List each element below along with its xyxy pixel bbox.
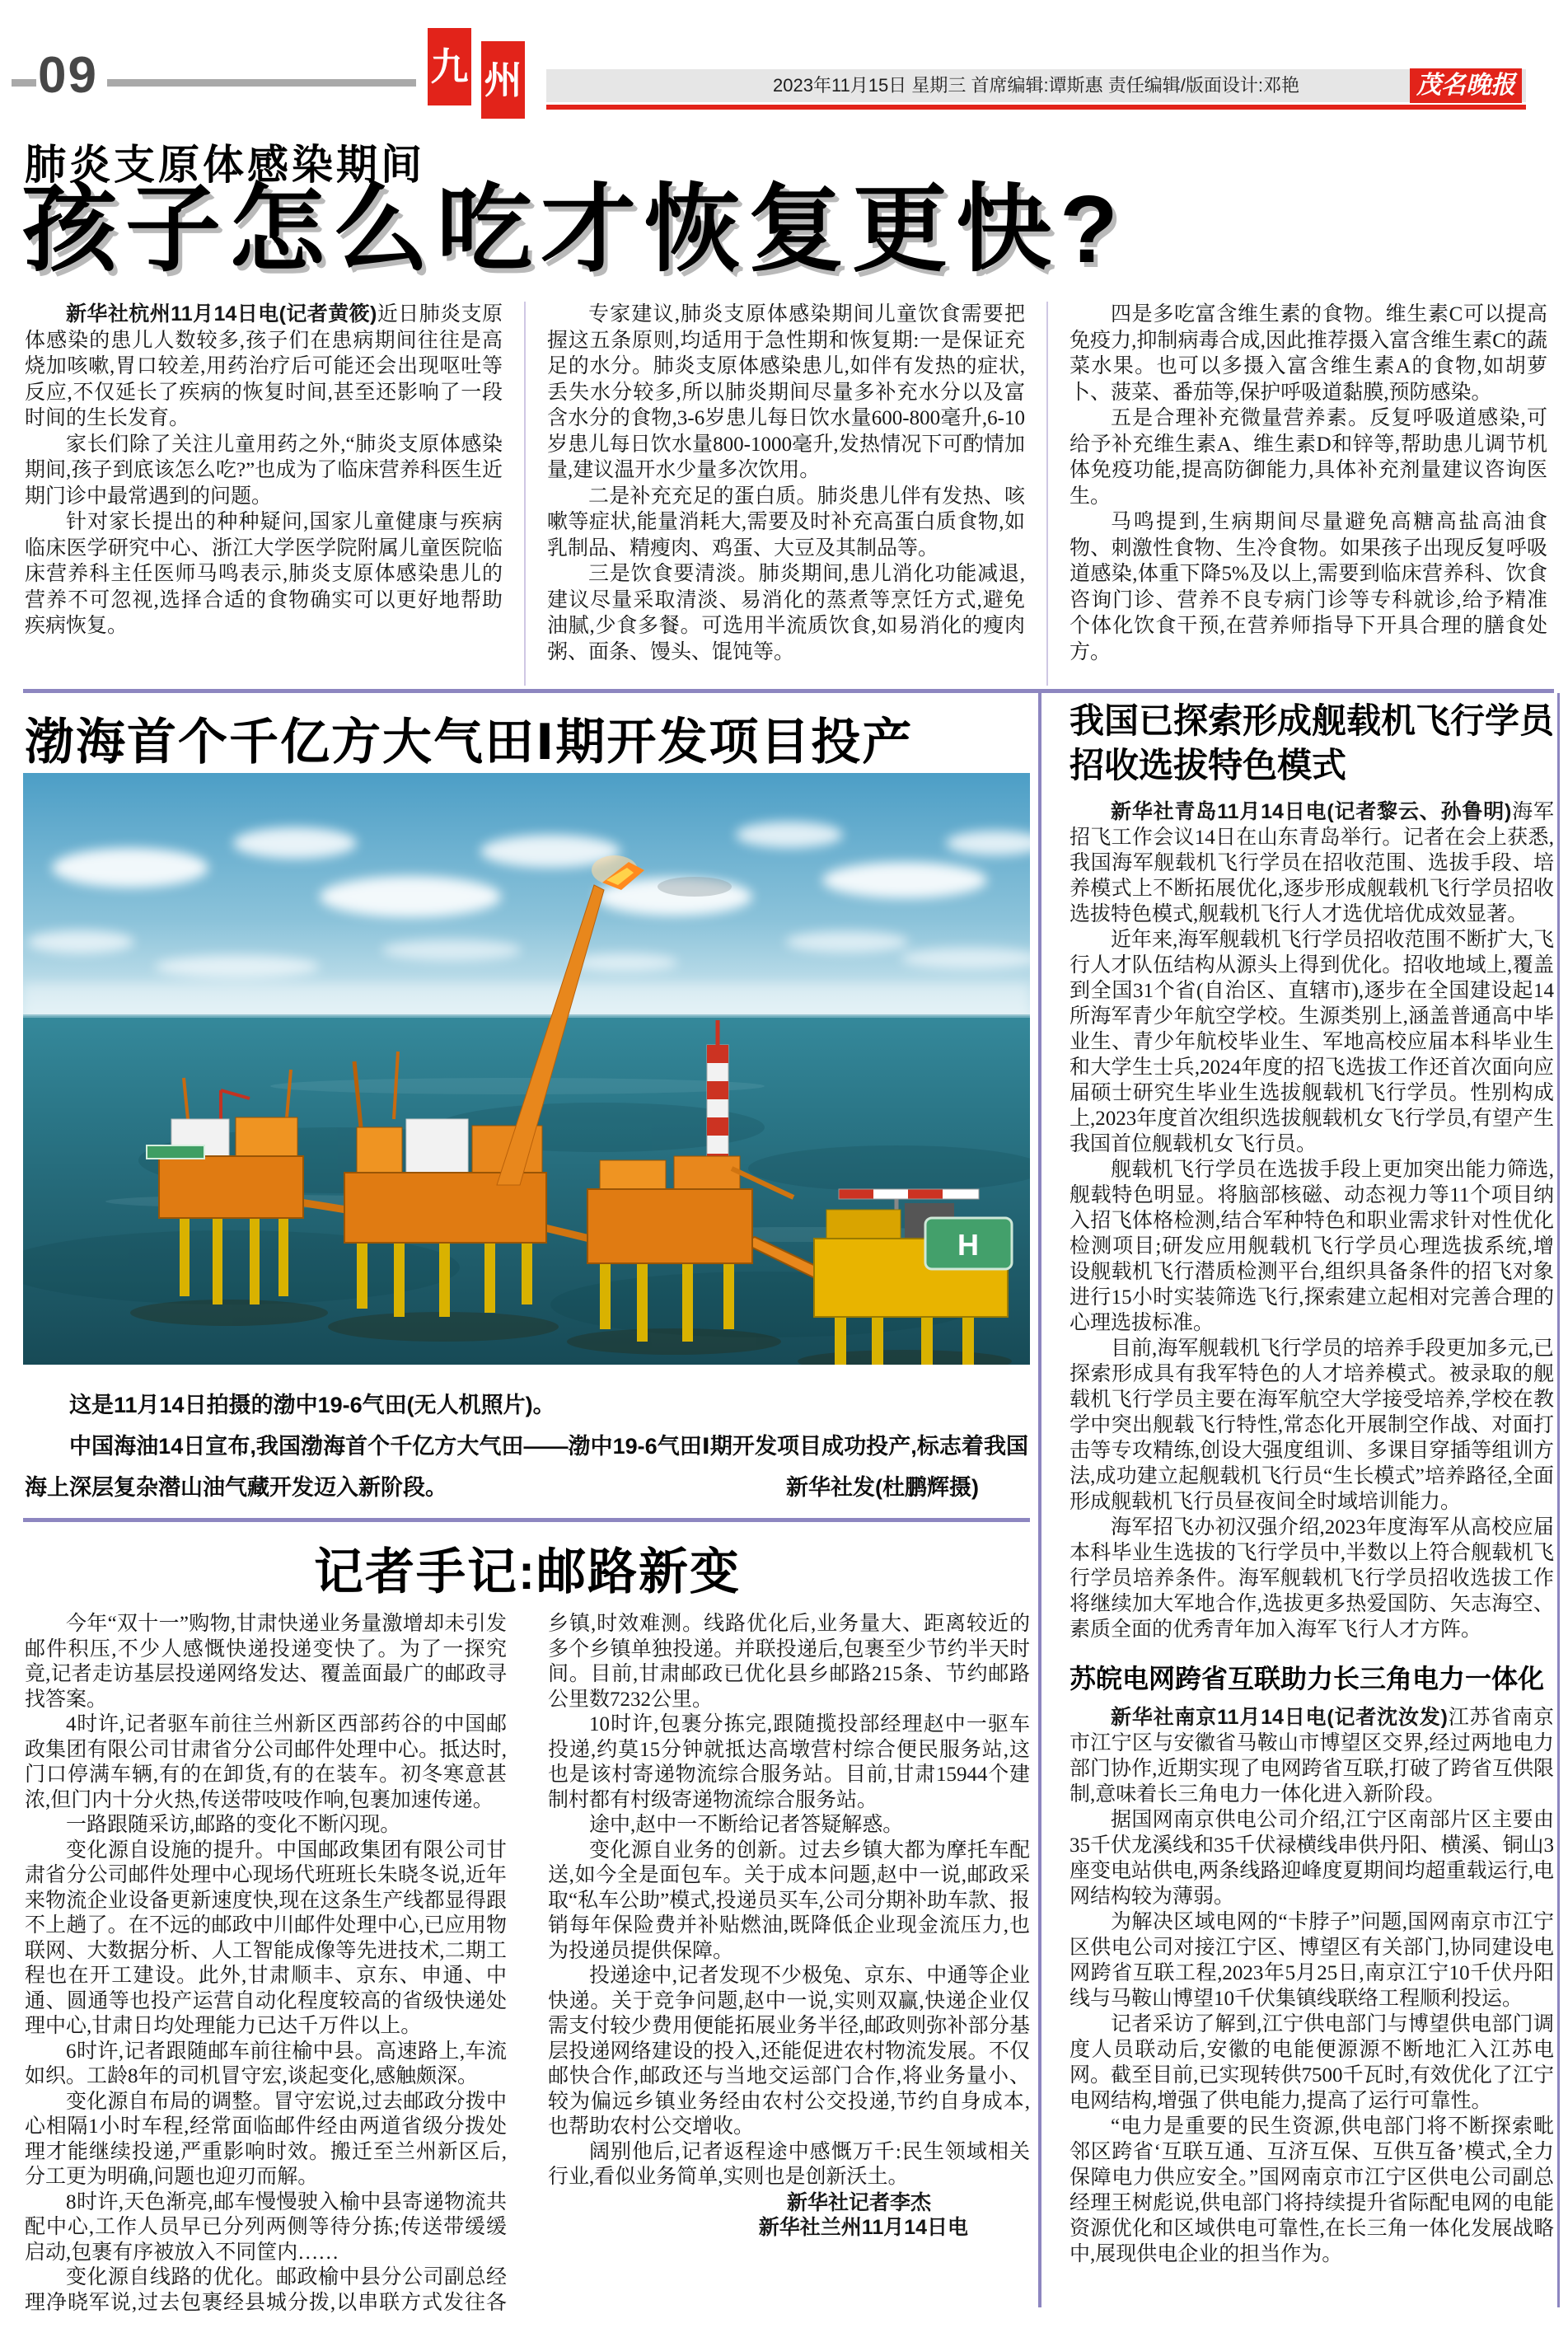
postal-article-body — [25, 1612, 1030, 2321]
postal-paragraph: 一路跟随采访,邮路的变化不断闪现。 — [66, 1814, 401, 1836]
navy-paragraph: 目前,海军舰载机飞行学员的培养手段更加多元,已探索形成具有我军特色的人才培养模式。被录取的舰载机飞行学员主要在海军航空大学接受培养,学校在教学中突出舰载飞行特性,常态化开展制空作战、对面打击等专攻精练,创设大强度组训、多课目穿插等组训方法,成功建立起舰载机飞行员“生长模式”培养路径,全面形成舰载机飞行员昼夜间全时域培训能力。 — [1070, 1337, 1554, 1513]
navy-paragraph: 舰载机飞行学员在选拔手段上更加突出能力筛选,舰载特色明显。将脑部核磁、动态视力等11个项目纳入招飞体格检测,结合军种特色和职业需求针对性优化检测项目;研发应用舰载机飞行学员心理选拔系统,增设舰载机飞行潜质检测平台,组织具备条件的招飞对象进行15小时实装筛选飞行,探索建立起相对完善合理的心理选拔标准。 — [1070, 1159, 1554, 1334]
postal-paragraph: 投递途中,记者发现不少极兔、京东、中通等企业快递。关于竞争问题,赵中一说,实则双赢,快递企业仅需支付较少费用便能拓展业务半径,邮政则弥补部分基层投递网络建设的投入,还能促进农村物流发展。不仅邮快合作,邮政还与当地交运部门合作,将业务量小、较为偏远乡镇业务经由农村公交投递,节约自身成本,也帮助农村公交增收。 — [548, 1965, 1030, 2138]
lead-paragraph: 五是合理补充微量营养素。反复呼吸道感染,可给予补充维生素A、维生素D和锌等,帮助患儿调节机体免疫功能,提高防御能力,具体补充剂量建议咨询医生。 — [1070, 407, 1547, 508]
postal-paragraph: 今年“双十一”购物,甘肃快递业务量激增却未引发邮件积压,不少人感慨快递投递变快了。为了一探究竟,记者走访基层投递网络发达、覆盖面最广的邮政寻找答案。 — [25, 1613, 507, 1711]
postal-headline: 记者手记:邮路新变 — [314, 1544, 741, 1600]
power-paragraph: 据国网南京供电公司介绍,江宁区南部片区主要由35千伏龙溪线和35千伏禄横线串供丹阳、横溪、铜山3座变电站供电,两条线路迎峰度夏期间均超重载运行,电网结构较为薄弱。 — [1070, 1809, 1554, 1908]
postal-paragraph: 变化源自布局的调整。冒守宏说,过去邮政分拨中心相隔1小时车程,经常面临邮件经由两道省级分拨处理才能继续投递,严重影响时效。搬迁至兰州新区后,分工更为明确,问题也迎刃而解。 — [25, 2090, 507, 2188]
lead-intro-paragraph — [25, 302, 503, 432]
right-column — [1070, 699, 1554, 2324]
postal-paragraph: 变化源自设施的提升。中国邮政集团有限公司甘肃省分公司邮件处理中心现场代班班长朱晓冬说,近年来物流企业设备更新速度快,现在这条生产线都显得跟不上趟了。在不远的邮政中川邮件处理中心,已应用物联网、大数据分析、人工智能成像等先进技术,二期工程也在开工建设。此外,甘肃顺丰、京东、申通、中通、圆通等也投产运营自动化程度较高的省级快递处理中心,甘肃日均处理能力已达千万件以上。 — [25, 1839, 507, 2037]
lead-paragraph: 针对家长提出的种种疑问,国家儿童健康与疾病临床医学研究中心、浙江大学医学院附属儿童医院临床营养科主任医师马鸣表示,肺炎支原体感染患儿的营养不可忽视,选择合适的食物确实可以更好地帮助疾病恢复。 — [25, 511, 503, 637]
postal-paragraph: 途中,赵中一不断给记者答疑解惑。 — [589, 1814, 904, 1836]
header-dash — [12, 79, 36, 87]
section-divider-left — [23, 1518, 1030, 1522]
postal-paragraph: 8时许,天色渐亮,邮车慢慢驶入榆中县寄递物流共配中心,工作人员早已分列两侧等待分拣;传送带缓缓启动,包裹有序被放入不同筐内…… — [25, 2190, 507, 2264]
lead-paragraph: 家长们除了关注儿童用药之外,“肺炎支原体感染期间,孩子到底该怎么吃?”也成为了临床营养科医生近期门诊中最常遇到的问题。 — [25, 433, 503, 508]
lead-kicker: 肺炎支原体感染期间 — [25, 142, 425, 188]
lead-paragraph: 四是多吃富含维生素的食物。维生素C可以提高免疫力,抑制病毒合成,因此推荐摄入富含维生素C的蔬菜水果。也可以多摄入富含维生素A的食物,如胡萝卜、菠菜、番茄等,保护呼吸道黏膜,预防感染。 — [1070, 303, 1547, 404]
lead-paragraph: 三是饮食要清淡。肺炎期间,患儿消化功能减退,建议尽量采取清淡、易消化的蒸煮等烹饪方式,避免油腻,少食多餐。可选用半流质饮食,如易消化的瘦肉粥、面条、馒头、馄饨等。 — [547, 563, 1025, 663]
postal-dateline: 新华社兰州11月14日电 — [758, 2216, 968, 2239]
lead-article-body — [25, 302, 1547, 686]
gas-field-photo-illustration — [23, 773, 1030, 1365]
lead-paragraph: 马鸣提到,生病期间尽量避免高糖高盐高油食物、刺激性食物、生冷食物。如果孩子出现反复呼吸道感染,体重下降5%及以上,需要到临床营养科、饮食咨询门诊、营养不良专病门诊等专科就诊,给予精准个体化饮食干预,在营养师指导下开具合理的膳食处方。 — [1070, 511, 1547, 663]
main-vertical-rule — [1038, 693, 1041, 2307]
navy-headline: 我国已探索形成舰载机飞行学员招收选拔特色模式 — [1070, 701, 1554, 785]
postal-paragraph: 阔别他后,记者返程途中感慨万千:民生领域相关行业,看似业务简单,实则也是创新沃土。 — [548, 2140, 1030, 2188]
section-badge-zhou: 州 — [481, 41, 525, 119]
power-intro-paragraph — [1070, 1705, 1554, 1807]
postal-paragraph: 6时许,记者跟随邮车前往榆中县。高速路上,车流如织。工龄8年的司机冒守宏,谈起变化,感触颇深。 — [25, 2040, 507, 2087]
header-rule-gray — [107, 79, 416, 87]
lead-intro-bold: 新华社杭州11月14日电(记者黄筱) — [66, 302, 377, 326]
power-paragraph: “电力是重要的民生资源,供电部门将不断探索毗邻区跨省‘互联互通、互济互保、互供互备’模式,全力保障电力供应安全。”国网南京市江宁区供电公司副总经理王树彪说,供电部门将持续提升省际配电网的电能资源优化和区域供电可靠性,在长三角一体化发展战略中,展现供电企业的担当作为。 — [1070, 2115, 1554, 2265]
lead-paragraph: 二是补充充足的蛋白质。肺炎患儿伴有发热、咳嗽等症状,能量消耗大,需要及时补充高蛋白质食物,如乳制品、精瘦肉、鸡蛋、大豆及其制品等。 — [547, 485, 1025, 560]
power-paragraph: 记者采访了解到,江宁供电部门与博望供电部门调度人员联动后,安徽的电能便源源不断地汇入江苏电网。截至目前,已实现转供7500千瓦时,有效优化了江宁电网结构,增强了供电能力,提高了运行可靠性。 — [1070, 2013, 1554, 2112]
lead-paragraph: 专家建议,肺炎支原体感染期间儿童饮食需要把握这五条原则,均适用于急性期和恢复期:一是保证充足的水分。肺炎支原体感染患儿,如伴有发热的症状,丢失水分较多,所以肺炎期间尽量多补充水分以及富含水分的食物,3-6岁患儿每日饮水量600-800毫升,6-10岁患儿每日饮水量800-1000毫升,发热情况下可酌情加量,建议温开水少量多次饮用。 — [547, 303, 1025, 481]
gas-field-photo — [23, 773, 1030, 1365]
caption-line-2 — [25, 1426, 1028, 1508]
postal-paragraph: 变化源自业务的创新。过去乡镇大都为摩托车配送,如今全是面包车。关于成本问题,赵中一说,邮政采取“私车公助”模式,投递员买车,公司分期补助车款、报销每年保险费并补贴燃油,既降低企业现金流压力,也为投递员提供保障。 — [548, 1839, 1030, 1962]
caption-text: 中国海油14日宣布,我国渤海首个千亿方大气田——渤中19-6气田Ⅰ期开发项目成功投产,标志着我国海上深层复杂潜山油气藏开发迈入新阶段。 — [25, 1434, 1028, 1500]
postal-paragraph: 10时许,包裹分拣完,跟随揽投部经理赵中一驱车投递,约莫15分钟就抵达高墩营村综合便民服务站,这也是该村寄递物流综合服务站。目前,甘肃15944个建制村都有村级寄递物流综合服务站。 — [548, 1713, 1030, 1811]
navy-paragraph: 海军招飞办初汉强介绍,2023年度海军从高校应届本科毕业生选拔的飞行学员中,半数以上符合舰载机飞行学员培养条件。海军舰载机飞行学员招收选拔工作将继续加大军地合作,选拔更多热爱国防、矢志海空、素质全面的优秀青年加入海军飞行人才方阵。 — [1070, 1516, 1554, 1641]
navy-intro-paragraph — [1070, 799, 1554, 927]
navy-intro-bold: 新华社青岛11月14日电(记者黎云、孙鲁明) — [1111, 800, 1512, 823]
header-rule-red — [546, 105, 1526, 110]
power-article-body — [1070, 1705, 1554, 2267]
section-badge-jiu: 九 — [428, 28, 471, 105]
right-vertical-rule — [1557, 693, 1560, 2307]
date-editor-bar: 2023年11月15日 星期三 首席编辑:谭斯惠 责任编辑/版面设计:邓艳 — [546, 69, 1526, 102]
navy-paragraph: 近年来,海军舰载机飞行学员招收范围不断扩大,飞行人才队伍结构从源头上得到优化。招收地域上,覆盖到全国31个省(自治区、直辖市),逐步在全国建设起14所海军青少年航空学校。生源类别上,涵盖普通高中毕业生、青少年航校毕业生、军地高校应届本科毕业生和大学生士兵,2024年度的招飞选拔工作还首次面向应届硕士研究生毕业生选拔舰载机飞行学员。性别构成上,2023年度首次组织选拔舰载机女飞行学员,有望产生我国首位舰载机女飞行员。 — [1070, 929, 1554, 1155]
navy-intro-text: 海军招飞工作会议14日在山东青岛举行。记者在会上获悉,我国海军舰载机飞行学员在招收范围、选拔手段、培养模式上不断拓展优化,逐步形成舰载机飞行学员招收选拔特色模式,舰载机飞行人才选优培优成效显著。 — [1070, 801, 1554, 925]
lead-headline: 孩子怎么吃才恢复更快? — [21, 176, 1126, 283]
power-intro-bold: 新华社南京11月14日电(记者沈汝发) — [1111, 1706, 1448, 1729]
page-number: 09 — [38, 47, 98, 104]
postal-byline: 新华社记者李杰 — [786, 2190, 931, 2214]
section-divider-top — [23, 689, 1554, 693]
photo-caption — [25, 1384, 1028, 1508]
postal-paragraph: 4时许,记者驱车前往兰州新区西部药谷的中国邮政集团有限公司甘肃省分公司邮件处理中心。抵达时,门口停满车辆,有的在卸货,有的在装车。初冬寒意甚浓,但门内十分火热,传送带吱吱作响,包裹加速传递。 — [25, 1713, 507, 1811]
helipad-h-marking: H — [957, 1228, 979, 1262]
navy-article-body — [1070, 799, 1554, 1642]
postal-paragraph: 变化源自线路的优化。邮政榆中县分公司副总经理净晓军说,过去包裹经县城分拨,以串联方式发往各乡镇,时效难测。线路优化后,业务量大、距离较近的多个乡镇单独投递。并联投递后,包裹至少节约半天时间。目前,甘肃邮政已优化县乡邮路215条、节约邮路公里数7232公里。 — [25, 1613, 1030, 2314]
caption-credit: 新华社发(杜鹏辉摄) — [786, 1475, 979, 1500]
power-headline: 苏皖电网跨省互联助力长三角电力一体化 — [1070, 1664, 1545, 1693]
power-intro-text: 江苏省南京市江宁区与安徽省马鞍山市博望区交界,经过两地电力部门协作,近期实现了电网跨省互联,打破了跨省互供限制,意味着长三角电力一体化进入新阶段。 — [1070, 1707, 1554, 1806]
power-paragraph: 为解决区域电网的“卡脖子”问题,国网南京市江宁区供电公司对接江宁区、博望区有关部门,协同建设电网跨省互联工程,2023年5月25日,南京江宁10千伏丹阳线与马鞍山博望10千伏集镇线联络工程顺利投运。 — [1070, 1911, 1554, 2010]
lead-intro-text: 近日肺炎支原体感染的患儿人数较多,孩子们在患病期间往往是高烧加咳嗽,胃口较差,用药治疗后可能还会出现呕吐等反应,不仅延长了疾病的恢复时间,甚至还影响了一段时间的生长发育。 — [25, 303, 503, 429]
caption-line-1: 这是11月14日拍摄的渤中19-6气田(无人机照片)。 — [69, 1393, 555, 1417]
masthead-badge: 茂名晚报 — [1410, 68, 1522, 103]
bohai-headline: 渤海首个千亿方大气田Ⅰ期开发项目投产 — [25, 714, 914, 770]
